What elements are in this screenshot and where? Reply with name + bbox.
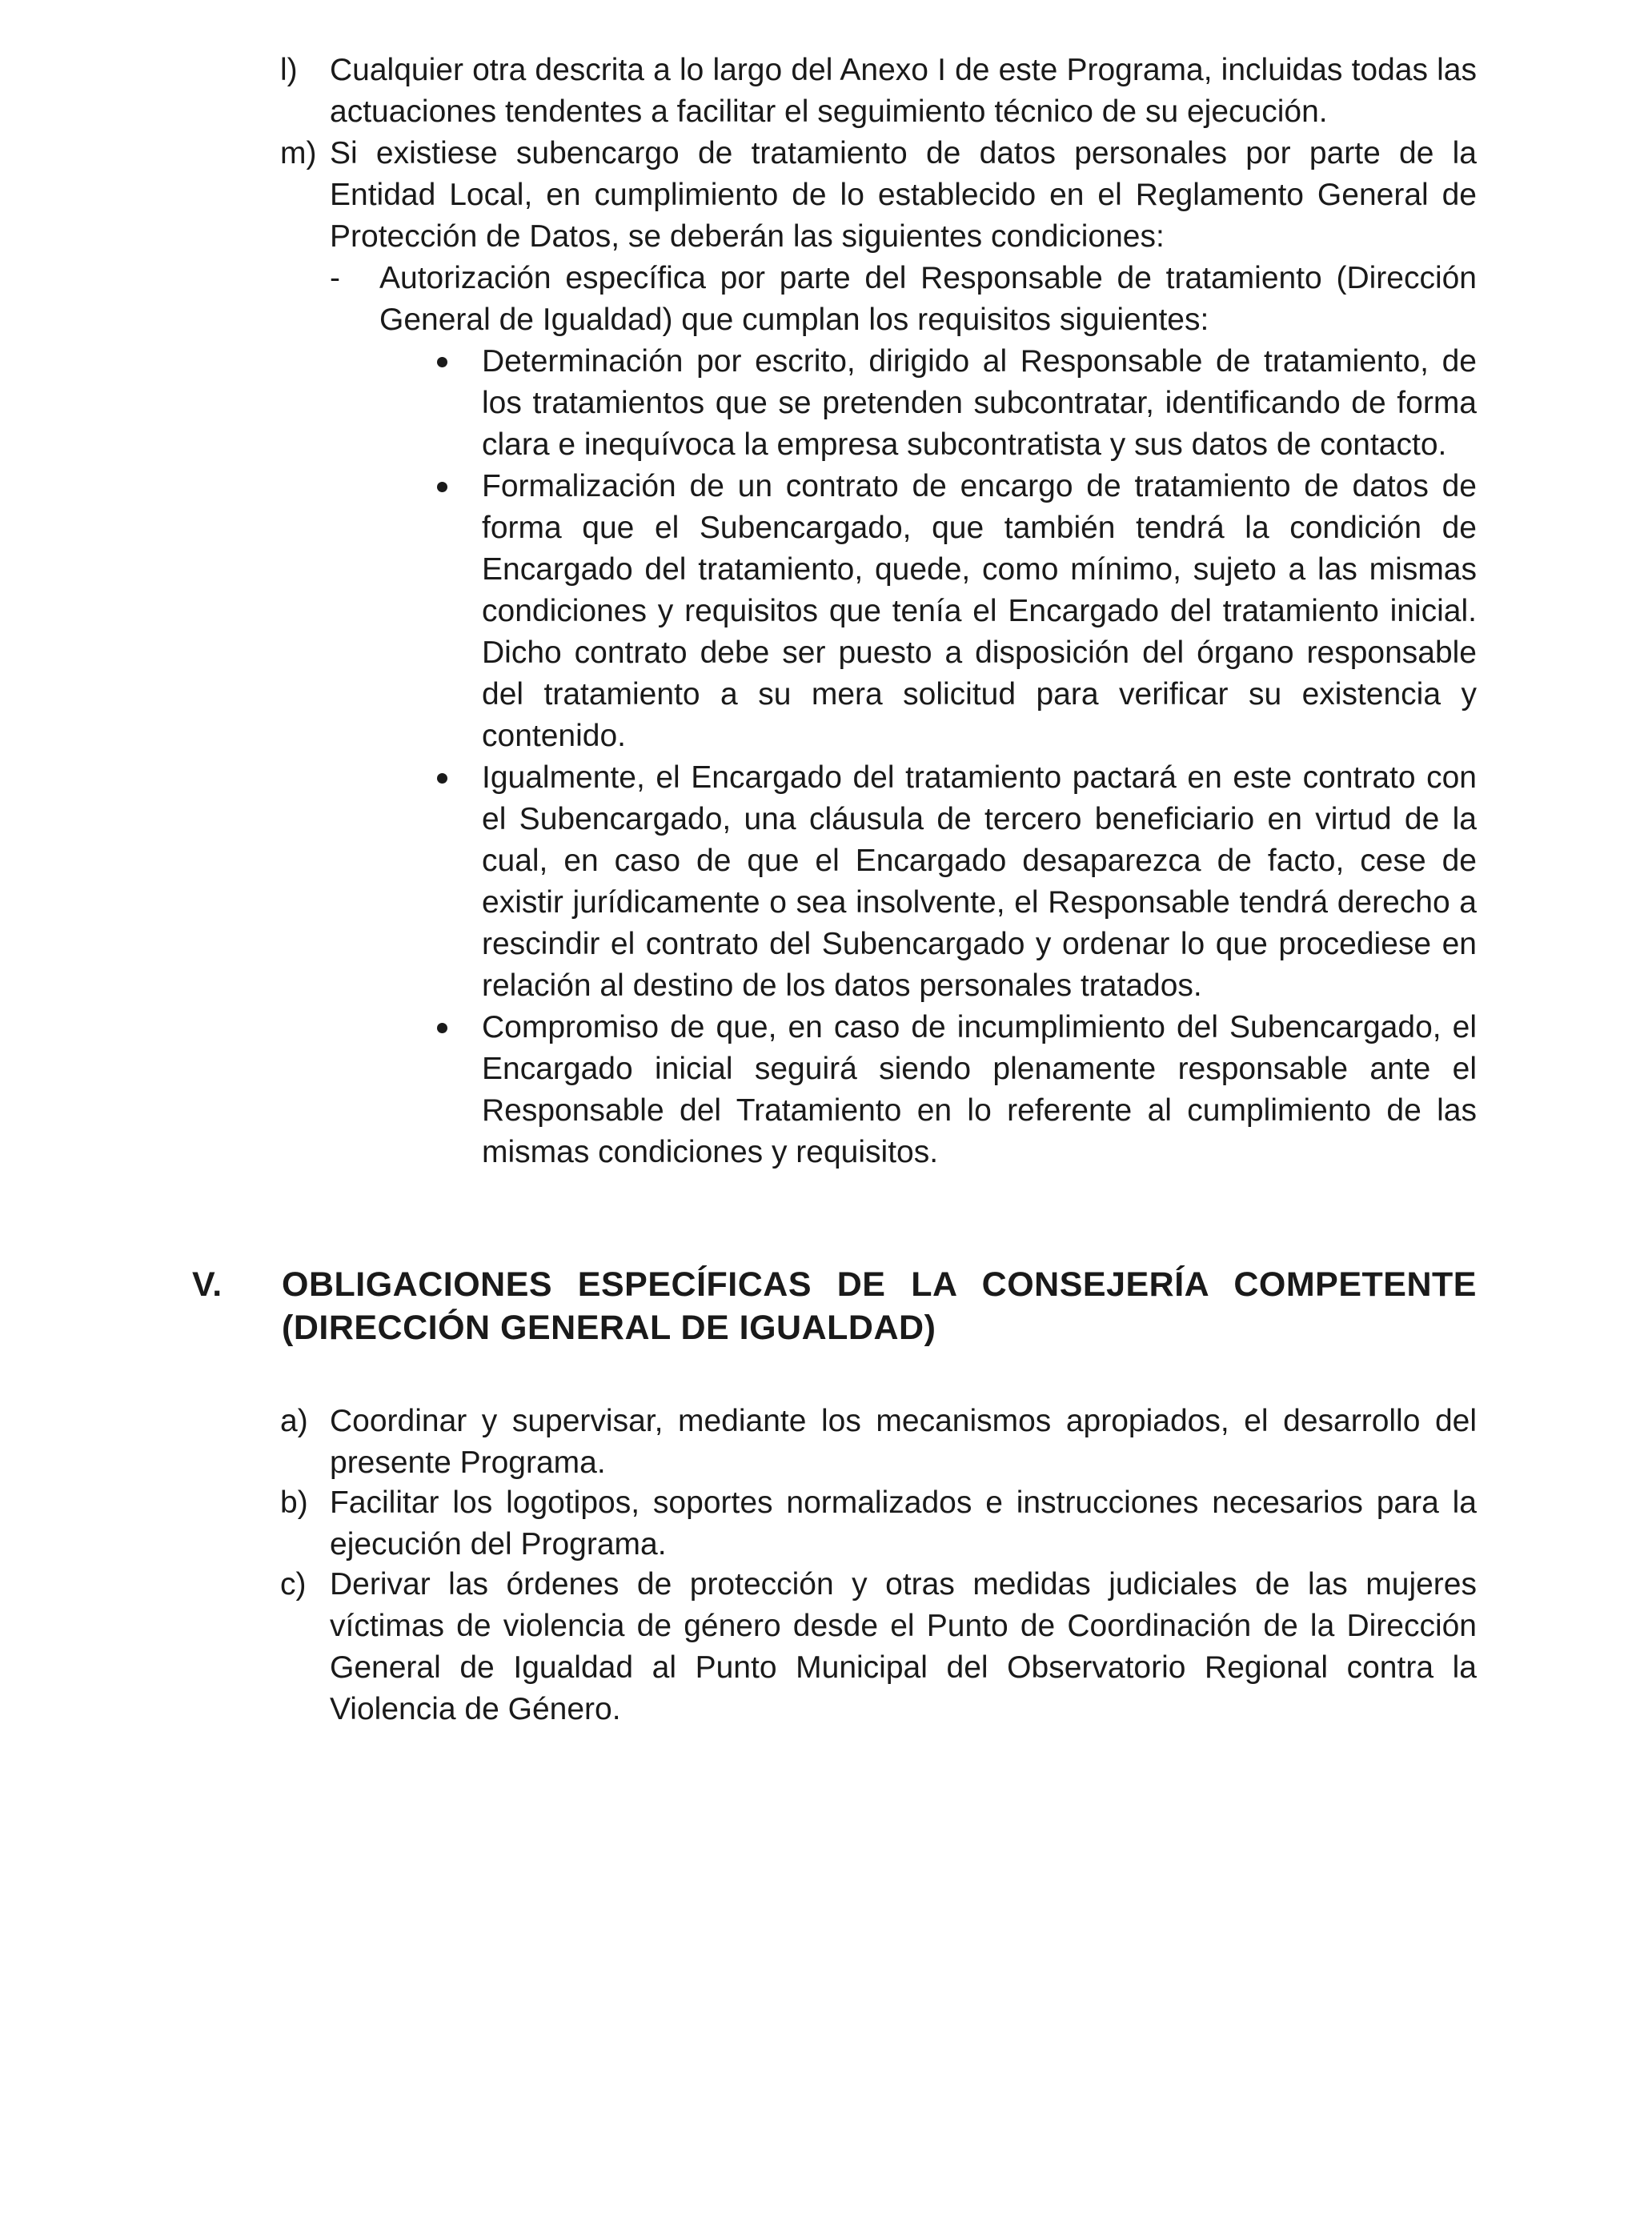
list-item-l	[280, 50, 1477, 133]
list-item-m	[280, 133, 1477, 258]
list-item-text: Derivar las órdenes de protección y otras medidas judiciales de las mujeres víctimas de violencia de género desde el Punto de Coordinación de la Dirección General de Igualdad al Punto Municipal del Observatorio Regional contra la Violencia de Género.	[330, 1567, 1477, 1726]
bullet-dot-icon	[437, 482, 447, 492]
list-item-c	[280, 1564, 1477, 1730]
list-marker: l)	[280, 53, 298, 87]
section-number: V.	[192, 1265, 223, 1304]
list-marker: a)	[280, 1404, 308, 1438]
dash-item-text: Autorización específica por parte del Responsable de tratamiento (Dirección General de Igualdad) que cumplan los requisitos siguientes:	[379, 261, 1477, 337]
list-marker: c)	[280, 1567, 307, 1602]
dash-list-item	[330, 258, 1477, 341]
dash-marker: -	[330, 261, 340, 295]
bullet-item	[432, 757, 1477, 1007]
bullet-text: Formalización de un contrato de encargo de tratamiento de datos de forma que el Subencargado, que también tendrá la condición de Encargado del tratamiento, quede, como mínimo, sujeto a las mismas condiciones y requisitos que tenía el Encargado del tratamiento inicial. Dicho contrato debe ser puesto a disposición del órgano responsable del tratamiento a su mera solicitud para verificar su existencia y contenido.	[482, 469, 1477, 753]
bullet-item	[432, 466, 1477, 757]
list-item-text: Si existiese subencargo de tratamiento de datos personales por parte de la Entidad Local, en cumplimiento de lo establecido en el Reglamento General de Protección de Datos, se deberán las siguientes condiciones:	[330, 136, 1477, 254]
section-title: OBLIGACIONES ESPECÍFICAS DE LA CONSEJERÍA COMPETENTE (DIRECCIÓN GENERAL DE IGUALDAD)	[282, 1265, 1477, 1347]
requirements-bullet-list	[432, 341, 1477, 1173]
bullet-text: Igualmente, el Encargado del tratamiento pactará en este contrato con el Subencargado, una cláusula de tercero beneficiario en virtud de la cual, en caso de que el Encargado desaparezca de facto, cese de existir jurídicamente o sea insolvente, el Responsable tendrá derecho a rescindir el contrato del Subencargado y ordenar lo que procediese en relación al destino de los datos personales tratados.	[482, 760, 1477, 1003]
section-heading	[192, 1263, 1477, 1349]
list-item-text: Coordinar y supervisar, mediante los mecanismos apropiados, el desarrollo del presente Programa.	[330, 1404, 1477, 1480]
list-item-text: Facilitar los logotipos, soportes normalizados e instrucciones necesarios para la ejecución del Programa.	[330, 1485, 1477, 1562]
list-marker: m)	[280, 136, 317, 170]
bullet-text: Determinación por escrito, dirigido al Responsable de tratamiento, de los tratamientos que se pretenden subcontratar, identificando de forma clara e inequívoca la empresa subcontratista y sus datos de contacto.	[482, 344, 1477, 462]
bullet-dot-icon	[437, 773, 447, 784]
list-item-a	[280, 1401, 1477, 1484]
list-item-text: Cualquier otra descrita a lo largo del Anexo I de este Programa, incluidas todas las actuaciones tendentes a facilitar el seguimiento técnico de su ejecución.	[330, 53, 1477, 129]
bullet-item	[432, 341, 1477, 466]
bullet-dot-icon	[437, 1023, 447, 1033]
list-marker: b)	[280, 1485, 308, 1520]
bullet-item	[432, 1007, 1477, 1173]
list-item-b	[280, 1482, 1477, 1566]
bullet-text: Compromiso de que, en caso de incumplimiento del Subencargado, el Encargado inicial seguirá siendo plenamente responsable ante el Responsable del Tratamiento en lo referente al cumplimiento de las mismas condiciones y requisitos.	[482, 1010, 1477, 1169]
bullet-dot-icon	[437, 357, 447, 367]
